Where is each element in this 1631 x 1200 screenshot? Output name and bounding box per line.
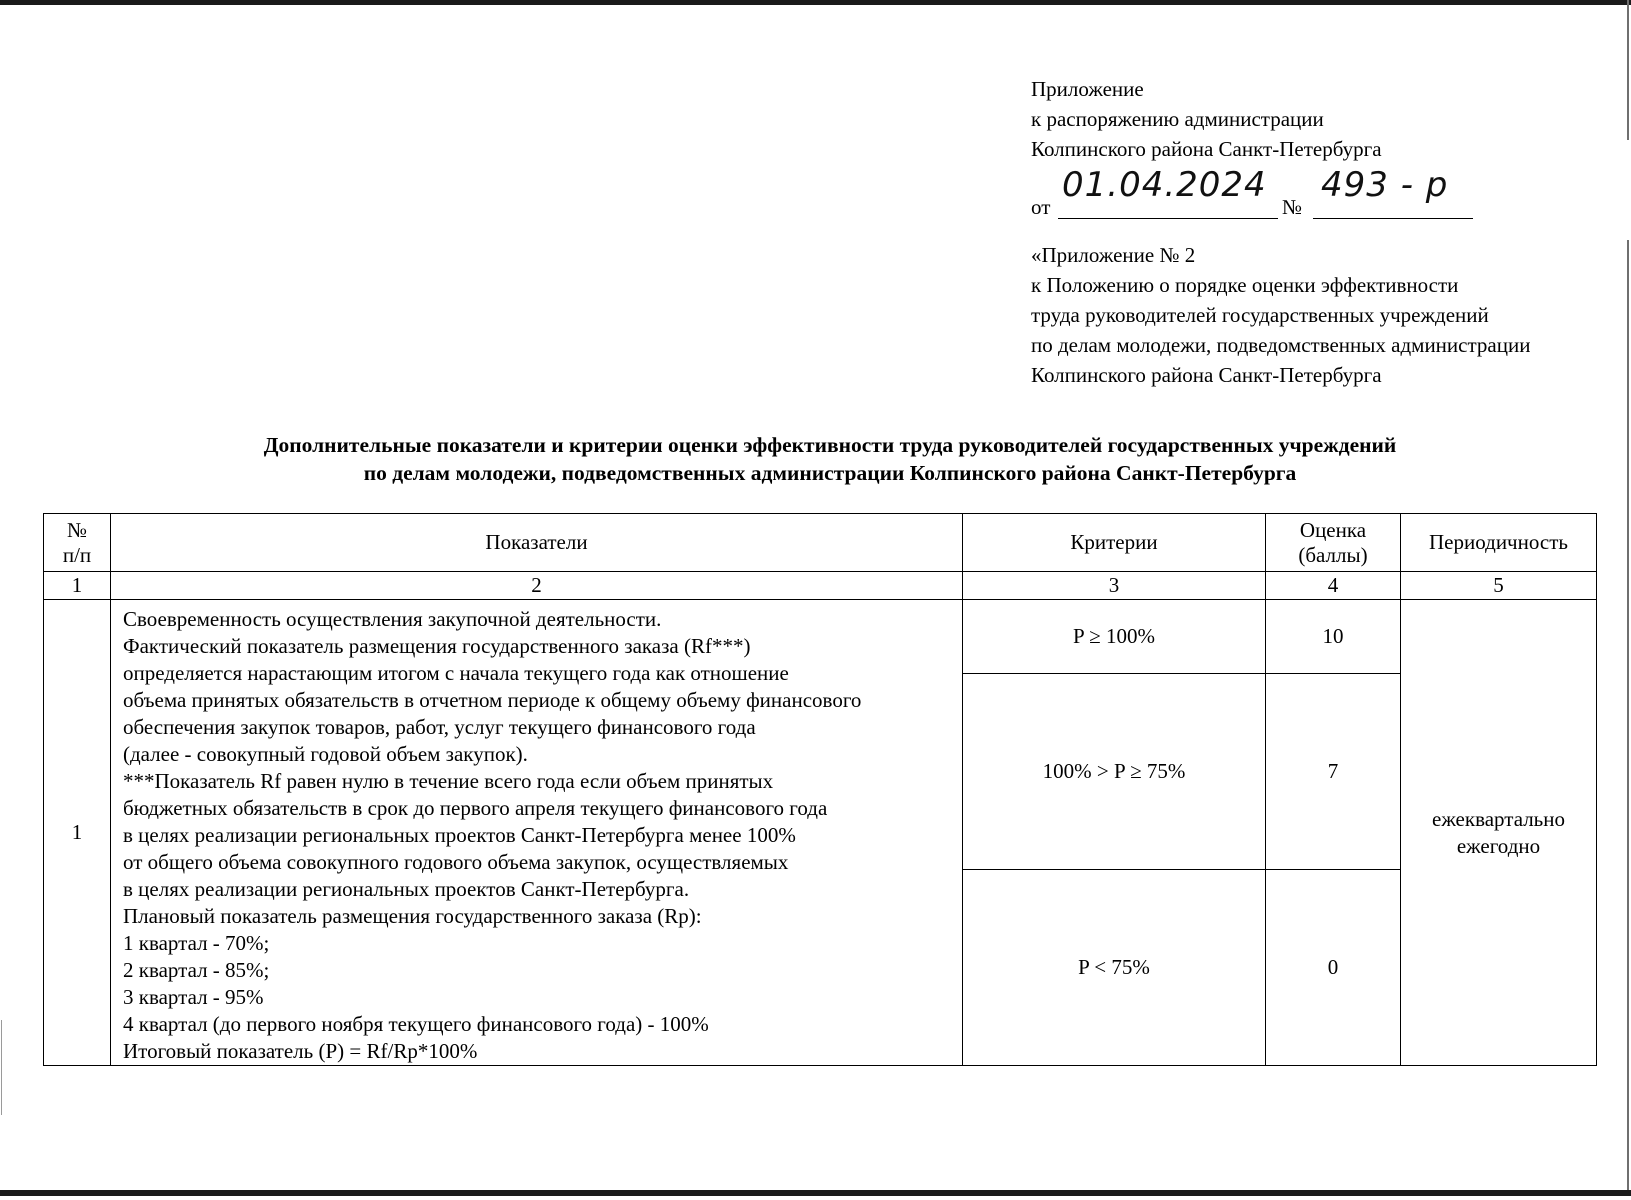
indicator-line: обеспечения закупок товаров, работ, услуг текущего финансового года xyxy=(123,715,756,739)
criteria-table xyxy=(43,513,1597,1066)
header-criteria: Критерии xyxy=(963,514,1266,572)
document-title-line-1: Дополнительные показатели и критерии оценки эффективности труда руководителей государственных учреждений xyxy=(263,433,1397,457)
column-number: 5 xyxy=(1401,572,1597,600)
table-row xyxy=(44,600,1597,674)
row-number: 1 xyxy=(44,600,111,1066)
document-title-line-2: по делам молодежи, подведомственных администрации Колпинского района Санкт-Петербурга xyxy=(363,461,1297,485)
appendix-header xyxy=(1031,74,1530,390)
indicator-line: (далее - совокупный годовой объем закупок). xyxy=(123,742,528,766)
scan-edge-right-lower xyxy=(1627,240,1629,1190)
column-number: 3 xyxy=(963,572,1266,600)
indicator-line: Своевременность осуществления закупочной деятельности. xyxy=(123,607,662,631)
criterion-score: 7 xyxy=(1266,674,1401,870)
header-num: № п/п xyxy=(44,514,111,572)
appendix-line-3: Колпинского района Санкт-Петербурга xyxy=(1031,137,1382,161)
header-score: Оценка (баллы) xyxy=(1266,514,1401,572)
column-number: 1 xyxy=(44,572,111,600)
criterion-score: 10 xyxy=(1266,600,1401,674)
number-prefix: № xyxy=(1282,195,1303,219)
indicator-line: в целях реализации региональных проектов Санкт-Петербурга менее 100% xyxy=(123,823,796,847)
indicator-line: в целях реализации региональных проектов Санкт-Петербурга. xyxy=(123,877,690,901)
indicator-line: ***Показатель Rf равен нулю в течение всего года если объем принятых xyxy=(123,769,774,793)
column-number-row xyxy=(44,572,1597,600)
appendix2-line: к Положению о порядке оценки эффективности xyxy=(1031,273,1459,297)
header-periodicity: Периодичность xyxy=(1401,514,1597,572)
scan-edge-top xyxy=(0,0,1631,5)
indicator-line: Плановый показатель размещения государственного заказа (Rp): xyxy=(123,904,702,928)
periodicity-cell: ежеквартально ежегодно xyxy=(1401,600,1597,1066)
appendix2-line: труда руководителей государственных учреждений xyxy=(1031,303,1489,327)
indicator-line: 4 квартал (до первого ноября текущего финансового года) - 100% xyxy=(123,1012,709,1036)
header-indicators: Показатели xyxy=(111,514,963,572)
appendix-line-1: Приложение xyxy=(1031,77,1144,101)
handwritten-number: 493 - р xyxy=(1321,165,1449,205)
column-number: 2 xyxy=(111,572,963,600)
table-header-row xyxy=(44,514,1597,572)
indicator-line: определяется нарастающим итогом с начала текущего года как отношение xyxy=(123,661,789,685)
appendix-line-2: к распоряжению администрации xyxy=(1031,107,1324,131)
criterion-condition: 100% > P ≥ 75% xyxy=(963,674,1266,870)
appendix2-line: по делам молодежи, подведомственных администрации xyxy=(1031,333,1531,357)
appendix2-line: Колпинского района Санкт-Петербурга xyxy=(1031,363,1382,387)
column-number: 4 xyxy=(1266,572,1401,600)
indicator-line: от общего объема совокупного годового объема закупок, осуществляемых xyxy=(123,850,789,874)
indicator-line: объема принятых обязательств в отчетном периоде к общему объему финансового xyxy=(123,688,862,712)
criterion-score: 0 xyxy=(1266,870,1401,1066)
appendix2-line: «Приложение № 2 xyxy=(1031,243,1196,267)
handwritten-date: 01.04.2024 xyxy=(1062,165,1267,205)
date-underline xyxy=(1058,218,1278,219)
criterion-condition: P ≥ 100% xyxy=(963,600,1266,674)
indicator-line: бюджетных обязательств в срок до первого апреля текущего финансового года xyxy=(123,796,828,820)
scan-edge-right xyxy=(1627,0,1629,140)
criterion-condition: P < 75% xyxy=(963,870,1266,1066)
document-title xyxy=(0,431,1631,487)
date-prefix: от xyxy=(1031,195,1051,219)
order-date-number-line xyxy=(1031,165,1530,226)
indicator-line: Итоговый показатель (P) = Rf/Rp*100% xyxy=(123,1039,478,1063)
indicator-line: 1 квартал - 70%; xyxy=(123,931,270,955)
indicator-line: 3 квартал - 95% xyxy=(123,985,264,1009)
scan-edge-left xyxy=(1,1020,2,1115)
number-underline xyxy=(1313,218,1473,219)
appendix2-header xyxy=(1031,240,1530,390)
indicator-line: 2 квартал - 85%; xyxy=(123,958,270,982)
indicator-line: Фактический показатель размещения государственного заказа (Rf***) xyxy=(123,634,751,658)
scan-edge-bottom xyxy=(0,1190,1631,1196)
indicator-description xyxy=(111,600,963,1066)
